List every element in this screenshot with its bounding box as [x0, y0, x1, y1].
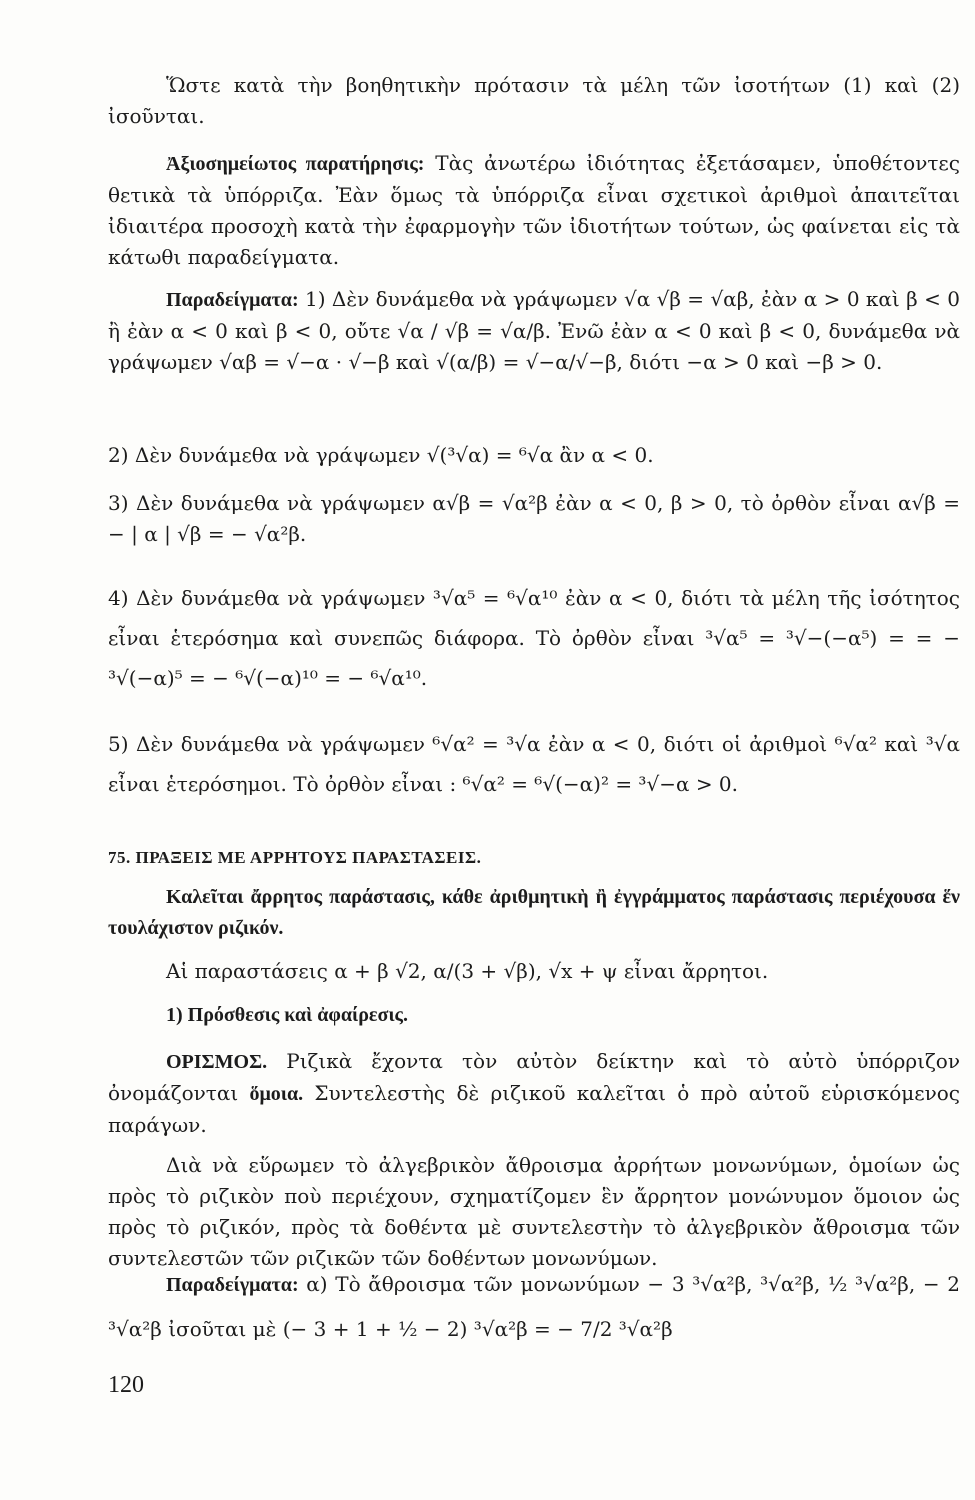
orismos-rest: Συντελεστὴς δὲ ριζικοῦ καλεῖται ὁ πρὸ αὐτοῦ εὑρισκόμενος παράγων. — [108, 1081, 960, 1137]
remark-title: Ἀξιοσημείωτος παρατήρησις: — [166, 153, 425, 175]
section-heading: 75. ΠΡΑΞΕΙΣ ΜΕ ΑΡΡΗΤΟΥΣ ΠΑΡΑΣΤΑΣΕΙΣ. — [108, 848, 482, 867]
section-example — [108, 956, 960, 987]
orismos-paragraph — [108, 1046, 960, 1141]
section-definition — [108, 882, 960, 944]
paragraph-1 — [108, 70, 960, 132]
orismos-text: Ριζικὰ ἔχοντα τὸν αὐτὸν δείκτην καὶ τὸ αὐτὸ ὑπόρριζον ὀνομάζονται — [108, 1049, 960, 1105]
example-5-text: 5) Δὲν δυνάμεθα νὰ γράψωμεν ⁶√α² = ³√α ἐὰν α < 0, διότι οἱ ἀριθμοὶ ⁶√α² καὶ ³√α εἶναι ἑτερόσημοι. Τὸ ὀρθὸν εἶναι : ⁶√α² = ⁶√(−α)² = ³√−α > 0. — [108, 732, 960, 796]
definition-text: Καλεῖται ἄρρητος παράστασις, κάθε ἀριθμητικὴ ἢ ἐγγράμματος παράστασις περιέχουσα ἕν τουλάχιστον ριζικόν. — [108, 886, 960, 939]
example-2-text: 2) Δὲν δυνάμεθα νὰ γράψωμεν √(³√α) = ⁶√α ἂν α < 0. — [108, 443, 654, 467]
rule-paragraph — [108, 1150, 960, 1274]
section-example-text: Αἱ παραστάσεις α + β √2, α/(3 + √β), √x + ψ εἶναι ἄρρητοι. — [166, 959, 769, 983]
example-3 — [108, 488, 960, 550]
example-2 — [108, 440, 960, 471]
example-4-text: 4) Δὲν δυνάμεθα νὰ γράψωμεν ³√α⁵ = ⁶√α¹⁰ ἐὰν α < 0, διότι τὰ μέλη τῆς ἰσότητος εἶναι ἑτερόσημα καὶ συνεπῶς διάφορα. Τὸ ὀρθὸν εἶναι ³√α⁵ = ³√−(−α⁵) = = − ³√(−α)⁵ = − ⁶√(−α)¹⁰ = − ⁶√α¹⁰. — [108, 586, 960, 690]
sum-examples-label: Παραδείγματα: — [166, 1274, 299, 1296]
examples-title: Παραδείγματα: — [166, 289, 299, 311]
subheading — [108, 1000, 960, 1031]
example-3-text: 3) Δὲν δυνάμεθα νὰ γράψωμεν α√β = √α²β ἐὰν α < 0, β > 0, τὸ ὀρθὸν εἶναι α√β = − | α | √β = − √α²β. — [108, 491, 960, 546]
paragraph-examples-1 — [108, 284, 960, 378]
sum-examples — [108, 1262, 960, 1351]
example-5 — [108, 724, 960, 804]
subheading-text: 1) Πρόσθεσις καὶ ἀφαίρεσις. — [166, 1004, 408, 1026]
example-4 — [108, 578, 960, 698]
example-1-text: 1) Δὲν δυνάμεθα νὰ γράψωμεν √α √β = √αβ, ἐὰν α > 0 καὶ β < 0 ἢ ἐὰν α < 0 καὶ β < 0, οὔτε √α / √β = √α/β. Ἐνῶ ἐὰν α < 0 καὶ β < 0, δυνάμεθα νὰ γράψωμεν √αβ = √−α · √−β καὶ √(α/β) = √−α/√−β, διότι −α > 0 καὶ −β > 0. — [108, 287, 960, 374]
orismos-term: ὅμοια. — [249, 1083, 304, 1105]
sum-examples-text: α) Τὸ ἄθροισμα τῶν μονωνύμων − 3 ³√α²β, ³√α²β, ½ ³√α²β, − 2 ³√α²β ἰσοῦται μὲ (− 3 + 1 + ½ − 2) ³√α²β = − 7/2 ³√α²β — [108, 1272, 961, 1341]
rule-text: Διὰ νὰ εὕρωμεν τὸ ἀλγεβρικὸν ἄθροισμα ἀρρήτων μονωνύμων, ὁμοίων ὡς πρὸς τὸ ριζικὸν ποὺ περιέχουν, σχηματίζομεν ἓν ἄρρητον μονώνυμον ὅμοιον ὡς πρὸς τὸ ριζικόν, πρὸς τὰ δοθέντα μὲ συντελεστὴν τὸ ἀλγεβρικὸν ἄθροισμα τῶν συντελεστῶν τῶν ριζικῶν τῶν δοθέντων μονωνύμων. — [108, 1153, 960, 1270]
orismos-label: ΟΡΙΣΜΟΣ. — [166, 1051, 268, 1073]
paragraph-1-text: Ὥστε κατὰ τὴν βοηθητικὴν πρότασιν τὰ μέλη τῶν ἰσοτήτων (1) καὶ (2) ἰσοῦνται. — [108, 73, 960, 128]
remark-text: Τὰς ἀνωτέρω ἰδιότητας ἐξετάσαμεν, ὑποθέτοντες θετικὰ τὰ ὑπόρριζα. Ἐὰν ὅμως τὰ ὑπόρριζα εἶναι σχετικοὶ ἀριθμοὶ ἀπαιτεῖται ἰδιαιτέρα προσοχὴ κατὰ τὴν ἐφαρμογὴν τῶν ἰδιοτήτων τούτων, ὡς φαίνεται εἰς τὰ κάτωθι παραδείγματα. — [108, 151, 960, 269]
page-number: 120 — [108, 1372, 144, 1398]
paragraph-remark — [108, 148, 960, 273]
